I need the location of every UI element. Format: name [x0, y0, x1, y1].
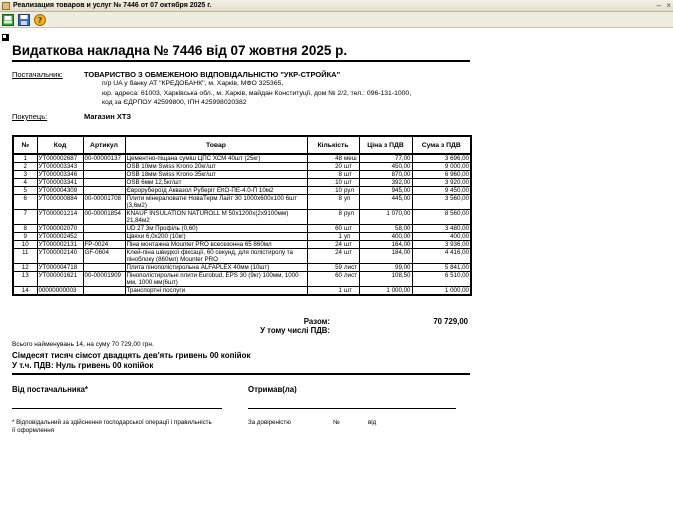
cell-unit: лист [343, 272, 359, 287]
receiver-signature-heading: Отримав(ла) [248, 385, 297, 394]
cell-qty: 60 [307, 272, 343, 287]
cell-sum: 4 416,00 [412, 249, 471, 264]
table-row [13, 187, 471, 195]
cell-sum: 3 480,00 [412, 225, 471, 233]
supplier-address: юр. адреса: 61003, Харківська обл., м. Харків, майдан Конституції, дом № 2/2, тел.: 096-131-1000, [102, 90, 412, 97]
cell-goods: Цвяхи 6,0х200 (10кг) [125, 233, 307, 241]
cell-sum: 3 936,00 [412, 241, 471, 249]
cell-unit: меш [343, 154, 359, 163]
app-icon [2, 2, 10, 10]
cell-price: 1 000,00 [359, 287, 412, 296]
cell-article: 00-00001909 [83, 272, 125, 287]
cell-goods: OSB 18мм Swiss Krono 35кг/шт [125, 171, 307, 179]
cell-num: 1 [13, 154, 37, 163]
cell-qty: 10 [307, 179, 343, 187]
table-row [13, 210, 471, 225]
cell-num: 8 [13, 225, 37, 233]
cell-code: УТ000003343 [37, 163, 83, 171]
table-row [13, 241, 471, 249]
cell-code: УТ000002687 [37, 154, 83, 163]
cell-unit: рул [343, 187, 359, 195]
proxy-number-label: № [333, 419, 340, 426]
cell-qty: 10 [307, 187, 343, 195]
print-icon[interactable] [2, 14, 14, 26]
cell-sum: 9 000,00 [412, 163, 471, 171]
total-value: 70 729,00 [433, 317, 468, 326]
cell-goods: Піна монтажна Mounter PRO всесезонна 65 860мл [125, 241, 307, 249]
col-sum: Сума з ПДВ [412, 136, 471, 154]
cell-code: УТ000004718 [37, 264, 83, 272]
cell-price: 870,00 [359, 171, 412, 179]
items-table [12, 135, 472, 296]
cell-num: 10 [13, 241, 37, 249]
cell-unit: уп [343, 195, 359, 210]
cell-sum: 1 000,00 [412, 287, 471, 296]
cell-price: 77,00 [359, 154, 412, 163]
cell-num: 13 [13, 272, 37, 287]
cell-price: 164,00 [359, 241, 412, 249]
cell-sum: 6 510,00 [412, 272, 471, 287]
cell-unit: шт [343, 171, 359, 179]
cell-goods: Плити мінераловатні НоваТерм Лайт 30 1000х600х100 6шт (3,6м2) [125, 195, 307, 210]
vat-label: У тому числі ПДВ: [260, 326, 330, 335]
cell-unit: шт [343, 249, 359, 264]
cell-sum: 5 841,00 [412, 264, 471, 272]
cell-price: 108,50 [359, 272, 412, 287]
cell-goods: Транспортні послуги [125, 287, 307, 296]
vat-in-words: У т.ч. ПДВ: Нуль гривень 00 копійок [12, 361, 154, 370]
title-divider [12, 60, 470, 62]
cell-unit: шт [343, 241, 359, 249]
cell-goods: KNAUF INSULATION NATUROLL M 50х1200х(2х9100мм) 21,84м2 [125, 210, 307, 225]
cell-article [83, 287, 125, 296]
cell-code: УТ000004309 [37, 187, 83, 195]
cell-num: 11 [13, 249, 37, 264]
supplier-label: Постачальник: [12, 70, 63, 79]
cell-unit: шт [343, 225, 359, 233]
table-row [13, 287, 471, 296]
cell-code: УТ000003341 [37, 179, 83, 187]
cell-article: GF-0604 [83, 249, 125, 264]
cell-article [83, 179, 125, 187]
cell-unit: шт [343, 163, 359, 171]
table-row [13, 195, 471, 210]
cell-sum: 400,00 [412, 233, 471, 241]
cell-price: 945,00 [359, 187, 412, 195]
col-goods: Товар [125, 136, 307, 154]
cell-code: УТ000000884 [37, 195, 83, 210]
cell-code: УТ000001621 [37, 272, 83, 287]
cell-unit: лист [344, 264, 357, 271]
cell-article: 00-00001708 [83, 195, 125, 210]
cell-price: 1 070,00 [359, 210, 412, 225]
cell-article [83, 225, 125, 233]
cell-qty: 1 [307, 287, 343, 296]
cell-num: 12 [13, 264, 37, 272]
cell-goods: OSB 10мм Swiss Krono 20кг/шт [125, 163, 307, 171]
col-qty: Кількість [307, 136, 359, 154]
cell-sum: 3 696,00 [412, 154, 471, 163]
cell-num: 14 [13, 287, 37, 296]
cell-article: FP-0024 [83, 241, 125, 249]
cell-article [83, 233, 125, 241]
cell-code: УТ000002452 [37, 233, 83, 241]
cell-unit: уп [343, 233, 359, 241]
cell-num: 6 [13, 195, 37, 210]
table-row [13, 249, 471, 264]
close-button[interactable]: × [666, 1, 671, 10]
table-row [13, 264, 471, 272]
cell-price: 184,00 [359, 249, 412, 264]
svg-text:?: ? [37, 16, 43, 25]
cell-article [83, 264, 125, 272]
cell-price: 99,00 [359, 264, 412, 272]
table-row [13, 163, 471, 171]
cell-sum: 3 920,00 [412, 179, 471, 187]
page-marker-icon [2, 34, 9, 41]
cell-price: 392,00 [359, 179, 412, 187]
col-article: Артикул [83, 136, 125, 154]
cell-sum: 3 560,00 [412, 195, 471, 210]
cell-article: 00-00001854 [83, 210, 125, 225]
buyer-label: Покупець: [12, 112, 48, 121]
table-row [13, 225, 471, 233]
minimize-button[interactable]: – [656, 1, 661, 10]
cell-sum: 6 960,00 [412, 171, 471, 179]
cell-num: 2 [13, 163, 37, 171]
cell-goods: Клей-піна швидкої фіксації, 60 секунд, для полістиролу та піноблоку (860мл) Mounter PRO [125, 249, 307, 264]
receiver-signature-line [248, 408, 456, 409]
cell-num: 3 [13, 171, 37, 179]
col-price: Ціна з ПДВ [359, 136, 412, 154]
table-row [13, 272, 471, 287]
cell-num: 9 [13, 233, 37, 241]
cell-qty: 1 [307, 233, 343, 241]
cell-qty: 8 [307, 171, 343, 179]
cell-price: 450,00 [359, 163, 412, 171]
cell-price: 445,00 [359, 195, 412, 210]
supplier-signature-line [12, 408, 222, 409]
window-title: Реализация товаров и услуг № 7446 от 07 октября 2025 г. [13, 2, 212, 9]
items-summary: Всього найменувань 14, на суму 70 729,00 грн. [12, 341, 154, 348]
cell-sum: 8 560,00 [412, 210, 471, 225]
cell-code: 00000000003 [37, 287, 83, 296]
cell-goods: Пінополістирольні плити Eurobud, EPS 30 (9кг) 100мм, 1000 мм, 1000 мм(6шт) [125, 272, 307, 287]
cell-num: 4 [13, 179, 37, 187]
cell-article [83, 163, 125, 171]
cell-unit: шт [343, 179, 359, 187]
amount-in-words: Сімдесят тисяч сімсот двадцять дев'ять гривень 00 копійок [12, 351, 251, 360]
table-header-row [13, 136, 471, 154]
cell-qty: 8 [307, 210, 343, 225]
cell-qty: 24 [307, 241, 343, 249]
cell-price: 58,00 [359, 225, 412, 233]
cell-qty: 24 [307, 249, 343, 264]
supplier-bank: п/р UA у банку АТ "КРЕДОБАНК", м. Харків, МФО 325365, [102, 80, 284, 87]
total-label: Разом: [303, 317, 330, 326]
cell-num: 5 [13, 187, 37, 195]
col-num: № [13, 136, 37, 154]
cell-goods: UD 27 3м Профіль (0,60) [125, 225, 307, 233]
cell-goods: OSB 6мм 12,5кг/шт [125, 179, 307, 187]
cell-goods: Єврорубероїд Аквазол Руберіт ЕКО-ПЕ-4.0-П 10м2 [125, 187, 307, 195]
cell-article [83, 171, 125, 179]
table-row [13, 154, 471, 163]
table-row [13, 233, 471, 241]
cell-sum: 9 450,00 [412, 187, 471, 195]
items-body [13, 154, 471, 295]
cell-article [83, 187, 125, 195]
cell-qty: 59 [307, 264, 343, 272]
cell-num: 7 [13, 210, 37, 225]
cell-code: УТ000002070 [37, 225, 83, 233]
cell-unit: рул [343, 210, 359, 225]
toolbar [0, 12, 673, 28]
cell-code: УТ000001214 [37, 210, 83, 225]
summary-divider [12, 373, 470, 375]
cell-goods: Цементно-піщана суміш ЦПС ХСМ 40шт (25кг) [125, 154, 307, 163]
col-code: Код [37, 136, 83, 154]
cell-qty: 48 [307, 154, 343, 163]
help-icon[interactable] [34, 14, 46, 26]
cell-unit: шт [343, 287, 359, 296]
table-row [13, 171, 471, 179]
supplier-signature-heading: Від постачальника* [12, 385, 88, 394]
proxy-label: За довіреністю [248, 419, 291, 426]
cell-code: УТ000003346 [37, 171, 83, 179]
save-icon[interactable] [18, 14, 30, 26]
buyer-name: Магазин ХТЗ [84, 112, 132, 121]
cell-qty: 8 [307, 195, 343, 210]
cell-goods: Плита пінополістирольна ALFAPLEX 40мм (10шт) [125, 264, 307, 272]
table-row [13, 179, 471, 187]
cell-qty: 60 [307, 225, 343, 233]
supplier-name: ТОВАРИСТВО З ОБМЕЖЕНОЮ ВІДПОВІДАЛЬНІСТЮ "УКР-СТРОЙКА" [84, 70, 341, 79]
supplier-codes: код за ЄДРПОУ 42599800, ІПН 425998020382 [102, 99, 247, 106]
proxy-date-label: від [368, 419, 377, 426]
cell-code: УТ000002140 [37, 249, 83, 264]
window-title-bar [0, 0, 673, 12]
cell-article: 00-00000137 [83, 154, 125, 163]
cell-qty: 20 [307, 163, 343, 171]
cell-code: УТ000002131 [37, 241, 83, 249]
document-title: Видаткова накладна № 7446 від 07 жовтня 2025 р. [12, 43, 348, 58]
responsible-footnote: * Відповідальний за здійснення господарської операції і правильність її оформлення [12, 419, 212, 434]
cell-price: 400,00 [359, 233, 412, 241]
